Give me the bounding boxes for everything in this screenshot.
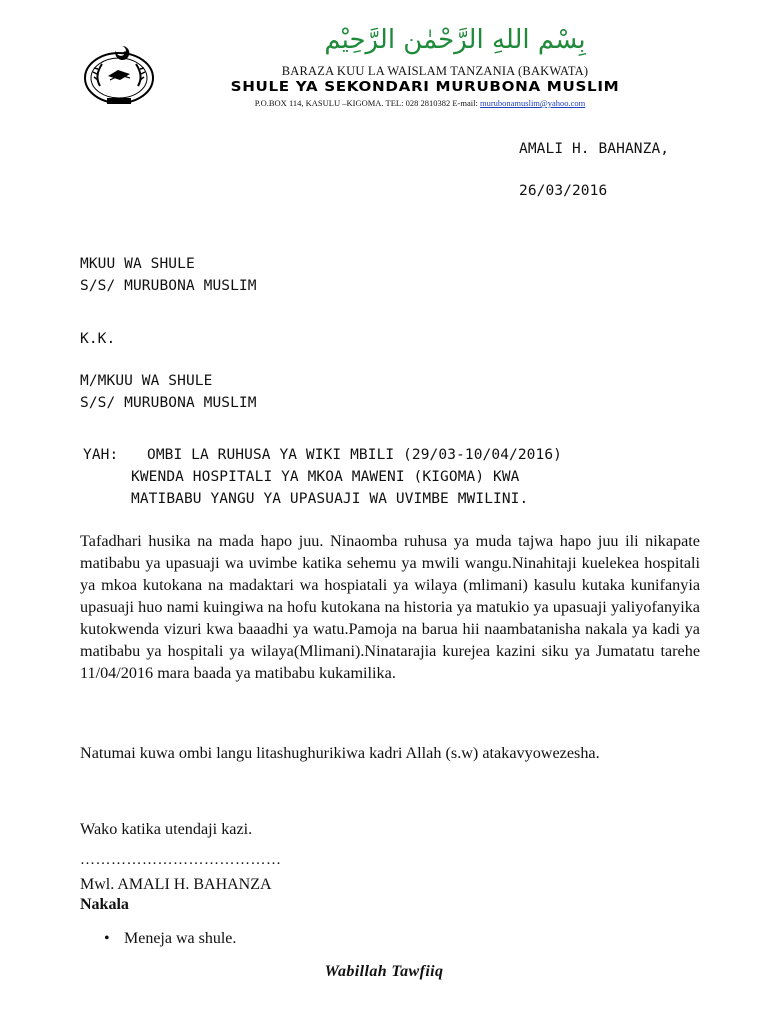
- list-item: [104, 930, 236, 948]
- body-paragraph-2: Natumai kuwa ombi langu litashughurikiwa kadri Allah (s.w) atakavyowezesha.: [80, 744, 600, 762]
- sender-name: AMALI H. BAHANZA,: [519, 141, 670, 157]
- signature-line: …………………………………: [80, 852, 282, 868]
- closing-line: Wako katika utendaji kazi.: [80, 820, 253, 838]
- kk-label: K.K.: [80, 331, 116, 347]
- body-paragraph-1: Tafadhari husika na mada hapo juu. Ninaomba ruhusa ya muda tajwa hapo juu ili nikapate matibabu ya upasuaji wa uvimbe katika sehemu ya mwili wangu.Ninahitaji kuelekea hospitali ya mkoa kutokana na madaktari wa hospiatali ya wilaya (mlimani) kasulu kutaka kunifanyia upasuaji huo nami kuingiwa na hofu kutokana na historia ya matukio ya upasuaji yaliyofanyika kutokwenda vizuri kwa baaadhi ya watu.Pamoja na barua hii naambatanisha nakala ya kadi ya matibabu ya hospitali ya wilaya(Mlimani).Ninatarajia kurejea kazini siku ya Jumatatu tarehe 11/04/2016 mara baada ya matibabu kukamilika.: [80, 532, 700, 682]
- basmala-calligraphy: [270, 20, 640, 56]
- council-name: BARAZA KUU LA WAISLAM TANZANIA (BAKWATA): [281, 64, 589, 78]
- basmala-text: بِسْمِ اللهِ الرَّحْمٰنِ الرَّحِيْمِ: [324, 25, 586, 55]
- copies-list: [104, 930, 236, 948]
- deputy-title: M/MKUU WA SHULE: [80, 373, 213, 389]
- school-name: SHULE YA SEKONDARI MURUBONA MUSLIM: [230, 79, 620, 95]
- subject-line-3: MATIBABU YANGU YA UPASUAJI WA UVIMBE MWILINI.: [131, 491, 529, 507]
- copy-recipient: Meneja wa shule.: [124, 930, 237, 947]
- recipient-title: MKUU WA SHULE: [80, 256, 195, 272]
- signatory-name: Mwl. AMALI H. BAHANZA: [80, 876, 272, 893]
- deputy-school: S/S/ MURUBONA MUSLIM: [80, 395, 257, 411]
- letter-date: 26/03/2016: [519, 183, 608, 199]
- farewell-line: Wabillah Tawfiiq: [324, 963, 444, 980]
- letterhead: [0, 0, 768, 110]
- school-logo-icon: [80, 40, 158, 106]
- email-link[interactable]: murubonamuslim@yahoo.com: [479, 98, 586, 108]
- contact-details: P.O.BOX 114, KASULU –KIGOMA. TEL: 028 2810382 E-mail:: [254, 98, 478, 108]
- subject-line-1: OMBI LA RUHUSA YA WIKI MBILI (29/03-10/04/2016): [147, 447, 562, 463]
- subject-label: YAH:: [83, 447, 119, 463]
- bullet-icon: •: [104, 930, 110, 947]
- copies-heading: Nakala: [80, 896, 129, 913]
- recipient-school: S/S/ MURUBONA MUSLIM: [80, 278, 257, 294]
- school-contacts: [160, 98, 680, 108]
- subject-line-2: KWENDA HOSPITALI YA MKOA MAWENI (KIGOMA) KWA: [131, 469, 520, 485]
